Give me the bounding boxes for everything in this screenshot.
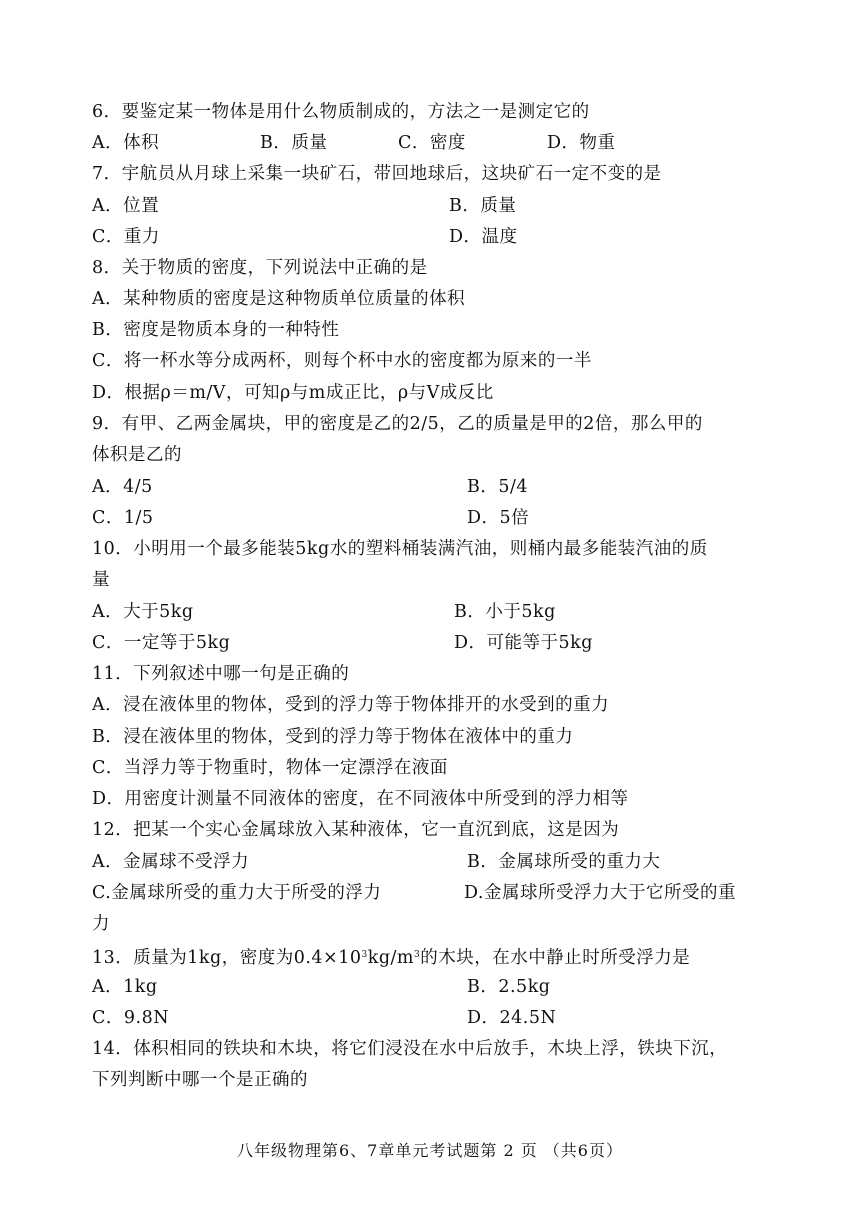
q10-stem-line1: 10．小明用一个最多能装5kg水的塑料桶装满汽油，则桶内最多能装汽油的质 xyxy=(92,539,708,559)
q7-stem: 7．宇航员从月球上采集一块矿石，带回地球后，这块矿石一定不变的是 xyxy=(92,164,662,184)
q10-stem-line2: 量 xyxy=(92,570,110,590)
q12-option-d: D.金属球所受浮力大于它所受的重 xyxy=(464,883,736,903)
q11-option-d: D．用密度计测量不同液体的密度，在不同液体中所受到的浮力相等 xyxy=(92,789,629,809)
q9-option-b: B．5/4 xyxy=(467,477,529,497)
q9-stem-line1: 9．有甲、乙两金属块，甲的密度是乙的2/5，乙的质量是甲的2倍，那么甲的 xyxy=(92,414,703,434)
q10-option-b: B．小于5kg xyxy=(454,602,556,622)
q10-option-c: C．一定等于5kg xyxy=(92,633,231,653)
q12-stem: 12．把某一个实心金属球放入某种液体，它一直沉到底，这是因为 xyxy=(92,820,620,840)
q11-option-a: A．浸在液体里的物体，受到的浮力等于物体排开的水受到的重力 xyxy=(92,695,610,715)
q11-option-c: C．当浮力等于物重时，物体一定漂浮在液面 xyxy=(92,758,448,778)
q10-option-d: D．可能等于5kg xyxy=(454,633,593,653)
q10-option-a: A．大于5kg xyxy=(92,602,194,622)
page-footer: 八年级物理第6、7章单元考试题第 2 页 （共6页） xyxy=(237,1141,623,1160)
q8-option-d: D．根据ρ＝m/V，可知ρ与m成正比，ρ与V成反比 xyxy=(92,383,494,403)
q9-option-d: D．5倍 xyxy=(467,508,530,528)
q9-option-c: C．1/5 xyxy=(92,508,154,528)
q7-option-b: B．质量 xyxy=(449,196,517,216)
q13-option-c: C．9.8N xyxy=(92,1008,170,1028)
q13-option-d: D．24.5N xyxy=(467,1008,557,1028)
q13-exponent-2: 3 xyxy=(414,950,421,960)
q13-option-a: A．1kg xyxy=(92,977,158,997)
q6-option-d: D．物重 xyxy=(547,133,616,153)
q13-stem xyxy=(92,944,690,969)
q6-option-a: A．体积 xyxy=(92,133,160,153)
q13-stem-c: 的木块，在水中静止时所受浮力是 xyxy=(420,948,691,968)
q7-option-d: D．温度 xyxy=(449,227,518,247)
q13-exponent-1: 3 xyxy=(361,950,368,960)
q13-option-b: B．2.5kg xyxy=(467,977,551,997)
q9-option-a: A．4/5 xyxy=(92,477,153,497)
q8-stem: 8．关于物质的密度，下列说法中正确的是 xyxy=(92,258,428,278)
q12-option-d-wrap: 力 xyxy=(92,914,110,934)
q14-stem-line1: 14．体积相同的铁块和木块，将它们浸没在水中后放手，木块上浮，铁块下沉， xyxy=(92,1039,728,1059)
q9-stem-line2: 体积是乙的 xyxy=(92,445,182,465)
q12-option-b: B．金属球所受的重力大 xyxy=(467,852,661,872)
q12-option-c: C.金属球所受的重力大于所受的浮力 xyxy=(92,883,382,903)
q13-stem-a: 13．质量为1kg，密度为0.4×10 xyxy=(92,948,362,968)
q6-option-c: C．密度 xyxy=(398,133,466,153)
q14-stem-line2: 下列判断中哪一个是正确的 xyxy=(92,1070,308,1090)
q7-option-a: A．位置 xyxy=(92,196,160,216)
q11-stem: 11．下列叙述中哪一句是正确的 xyxy=(92,664,350,684)
q11-option-b: B．浸在液体里的物体，受到的浮力等于物体在液体中的重力 xyxy=(92,727,574,747)
q6-stem: 6．要鉴定某一物体是用什么物质制成的，方法之一是测定它的 xyxy=(92,102,590,122)
q8-option-a: A．某种物质的密度是这种物质单位质量的体积 xyxy=(92,289,466,309)
q8-option-c: C．将一杯水等分成两杯，则每个杯中水的密度都为原来的一半 xyxy=(92,351,592,371)
q7-option-c: C．重力 xyxy=(92,227,160,247)
q8-option-b: B．密度是物质本身的一种特性 xyxy=(92,320,340,340)
q6-option-b: B．质量 xyxy=(260,133,328,153)
q12-option-a: A．金属球不受浮力 xyxy=(92,852,250,872)
q13-stem-b: kg/m xyxy=(367,948,415,968)
